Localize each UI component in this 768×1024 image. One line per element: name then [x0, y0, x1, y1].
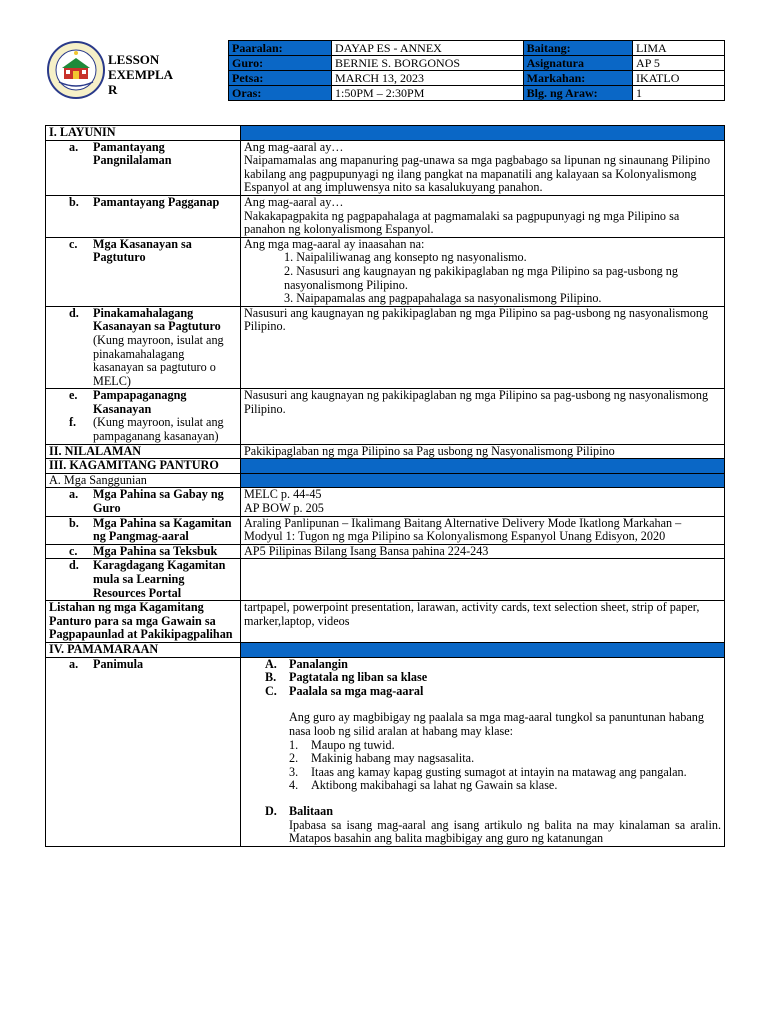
section-title: II. NILALAMAN [46, 444, 241, 459]
table-row [46, 237, 725, 306]
list-item: 3. Itaas ang kamay kapag gusting sumagot at intayin na matawag ang pangalan. [289, 764, 687, 779]
balitaan-text: Ipabasa sa isang mag-aaral ang isang artikulo ng balita na may kinalaman sa aralin. Matapos basahin ang balita magbibigay ang guro ng katanungan [289, 817, 721, 846]
school-logo [45, 40, 107, 100]
row-content: Ang mga mag-aaral ay inaasahan na: 1. Naipaliliwanag ang konsepto ng nasyonalismo. 2. Nasusuri ang kaugnayan ng pakikipaglaban ng mga Pilipino sa pag-usbong ng nasyonalismong Pilipino. 3. Naipapamalas ang pagpapahalaga sa nasyonalismong Pilipino. [241, 237, 725, 306]
table-row [46, 140, 725, 195]
header-row [229, 41, 725, 56]
row-content: Ang mag-aaral ay… Naipamamalas ang mapanuring pag-unawa sa mga pagbabago sa lipunan ng sinaunang Pilipino kabilang ang pagpupunyagi ng ilang pangkat na mapanatili ang kalayaan sa Kolonyalismong Espanyol at ang impluwensya nito sa kasalukuyang panahon. [241, 140, 725, 195]
header-value: DAYAP ES - ANNEX [332, 41, 524, 56]
table-row [46, 559, 725, 601]
header-value: LIMA [633, 41, 725, 56]
table-row [46, 601, 725, 643]
lesson-plan-table [45, 125, 725, 847]
paalala-list [265, 739, 721, 793]
header-label: Blg. ng Araw: [523, 86, 632, 101]
row-label: c. Mga Pahina sa Teksbuk [46, 544, 241, 559]
section-title: III. KAGAMITANG PANTURO [46, 459, 241, 474]
row-label: d. Pinakamahalagang Kasanayan sa Pagtuturo (Kung mayroon, isulat ang pinakamahalagang kasanayan sa pagtuturo o MELC) [46, 306, 241, 389]
header-label: Baitang: [523, 41, 632, 56]
header-value: AP 5 [633, 56, 725, 71]
section-row-nilalaman [46, 444, 725, 459]
row-label: a. Mga Pahina sa Gabay ng Guro [46, 488, 241, 516]
list-item: 4. Aktibong makibahagi sa lahat ng Gawain sa klase. [289, 778, 558, 793]
table-row [46, 488, 725, 516]
section-title: IV. PAMAMARAAN [46, 642, 241, 657]
row-content: Pakikipaglaban ng mga Pilipino sa Pag usbong ng Nasyonalismong Pilipino [241, 444, 725, 459]
section-row-pamamaraan [46, 642, 725, 657]
row-content: AP5 Pilipinas Bilang Isang Bansa pahina 224-243 [241, 544, 725, 559]
header-label: Paaralan: [229, 41, 332, 56]
section-row-kagamitan [46, 459, 725, 474]
section-header-fill [241, 126, 725, 141]
header-label: Asignatura [523, 56, 632, 71]
header-label: Markahan: [523, 71, 632, 86]
row-content: Nasusuri ang kaugnayan ng pakikipaglaban ng mga Pilipino sa pag-usbong ng nasyonalismong Pilipino. [241, 389, 725, 444]
section-header-fill [241, 642, 725, 657]
section-title: I. LAYUNIN [46, 126, 241, 141]
header-value: 1 [633, 86, 725, 101]
table-row [46, 195, 725, 237]
procedure-steps [265, 658, 721, 699]
header-row [229, 56, 725, 71]
row-content: Nasusuri ang kaugnayan ng pakikipaglaban ng mga Pilipino sa pag-usbong ng nasyonalismong Pilipino. [241, 306, 725, 389]
list-item: C. Paalala sa mga mag-aaral [265, 683, 424, 698]
row-content [241, 657, 725, 846]
list-item: 1. Maupo ng tuwid. [289, 737, 395, 752]
list-item: 2. Makinig habang may nagsasalita. [289, 751, 475, 766]
header-label: Petsa: [229, 71, 332, 86]
header-label: Oras: [229, 86, 332, 101]
table-row [46, 389, 725, 444]
list-item: B. Pagtatala ng liban sa klase [265, 670, 428, 685]
row-label: b. Mga Pahina sa Kagamitan ng Pangmag-aaral [46, 516, 241, 544]
row-label: Listahan ng mga Kagamitang Panturo para sa mga Gawain sa Pagpapaunlad at Pakikipagpalihan [46, 601, 241, 643]
list-item: D. Balitaan [265, 803, 334, 818]
row-content: Araling Panlipunan – Ikalimang Baitang Alternative Delivery Mode Ikatlong Markahan – Modyul 1: Tugon ng mga Pilipino sa Kolonyalismong Espanyol Unang Edisyon, 2020 [241, 516, 725, 544]
table-row [46, 516, 725, 544]
header-value: 1:50PM – 2:30PM [332, 86, 524, 101]
row-content: Ang mag-aaral ay… Nakakapagpakita ng pagpapahalaga at pagmamalaki sa pagpupunyagi ng mga Pilipino sa panahon ng kolonyalismong Espanyol. [241, 195, 725, 237]
paalala-intro: Ang guro ay magbibigay ng paalala sa mga mag-aaral tungkol sa panuntunan habang nasa loob ng silid aralan at habang may klase: [289, 710, 704, 738]
section-header-fill [241, 459, 725, 474]
row-content: tartpapel, powerpoint presentation, larawan, activity cards, text selection sheet, strip of paper, marker,laptop, videos [241, 601, 725, 643]
table-row [46, 306, 725, 389]
section-row-layunin [46, 126, 725, 141]
header-value: MARCH 13, 2023 [332, 71, 524, 86]
objective-item: 2. Nasusuri ang kaugnayan ng pakikipaglaban ng mga Pilipino sa pag-usbong ng nasyonalismong Pilipino. [284, 263, 678, 292]
header-row [229, 86, 725, 101]
row-label: b. Pamantayang Pagganap [46, 195, 241, 237]
row-label: c. Mga Kasanayan sa Pagtuturo [46, 237, 241, 306]
row-label: d. Karagdagang Kagamitan mula sa Learning Resources Portal [46, 559, 241, 601]
row-label: a. Panimula [46, 657, 241, 846]
header-row [229, 71, 725, 86]
document-header [45, 40, 725, 100]
header-info-table [228, 40, 725, 101]
procedure-steps [265, 805, 721, 819]
row-label: A. Mga Sanggunian [46, 473, 241, 488]
objective-item: 1. Naipaliliwanag ang konsepto ng nasyonalismo. [284, 250, 527, 265]
header-value: BERNIE S. BORGONOS [332, 56, 524, 71]
section-header-fill [241, 473, 725, 488]
row-label: e. Pampapaganagng Kasanayan f. (Kung mayroon, isulat ang pampaganang kasanayan) [46, 389, 241, 444]
list-item: A. Panalangin [265, 656, 348, 671]
table-row [46, 544, 725, 559]
row-content [241, 559, 725, 601]
table-row [46, 473, 725, 488]
objective-item: 3. Naipapamalas ang pagpapahalaga sa nasyonalismong Pilipino. [284, 291, 602, 306]
header-label: Guro: [229, 56, 332, 71]
row-content: MELC p. 44-45 AP BOW p. 205 [241, 488, 725, 516]
header-value: IKATLO [633, 71, 725, 86]
lesson-exemplar-title: LESSON EXEMPLA R [108, 52, 173, 97]
table-row [46, 657, 725, 846]
row-label: a. Pamantayang Pangnilalaman [46, 140, 241, 195]
